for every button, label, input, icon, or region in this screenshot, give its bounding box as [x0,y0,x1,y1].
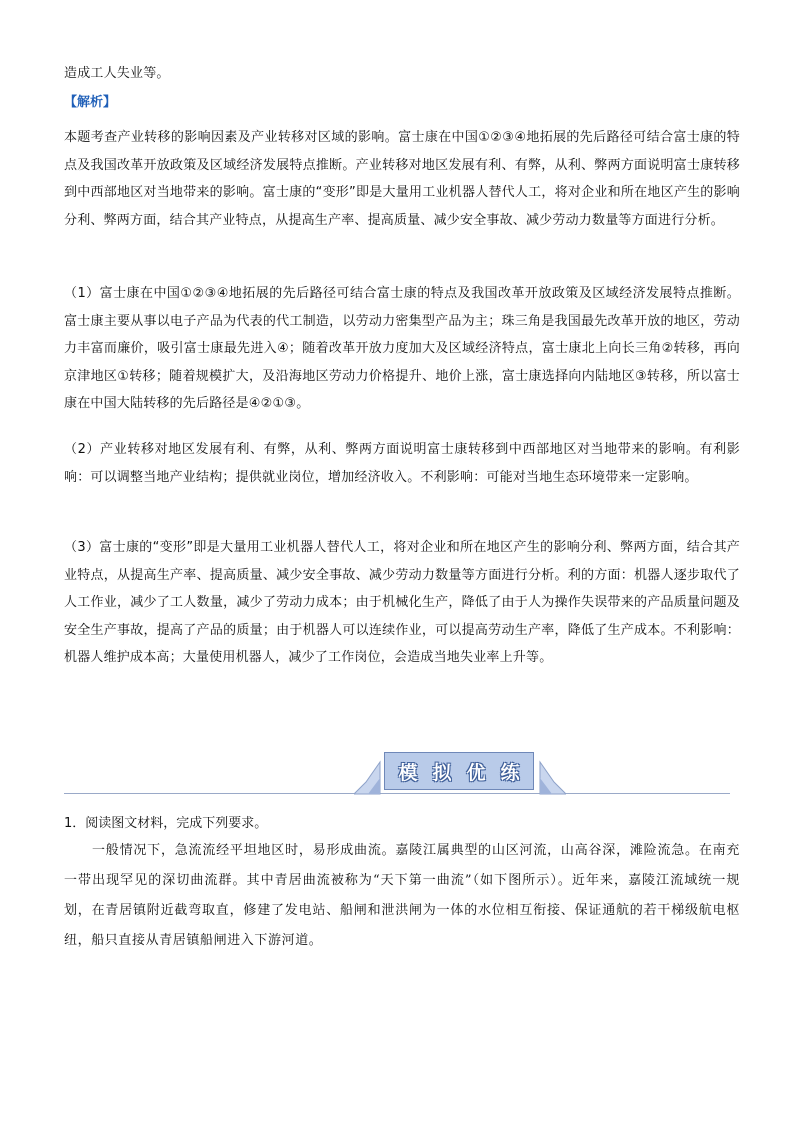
banner-title-box [384,752,534,790]
question-material: 一般情况下，急流流经平坦地区时，易形成曲流。嘉陵江属典型的山区河流，山高谷深，滩险流急。在南充一带出现罕见的深切曲流群。其中青居曲流被称为“天下第一曲流”（如下图所示）。近年来，嘉陵江流域统一规划，在青居镇附近截弯取直，修建了发电站、船闸和泄洪闸为一体的水位相互衔接、保证通航的若干梯级航电枢纽，船只直接从青居镇船闸进入下游河道。 [64,843,740,948]
analysis-label: 【解析】 [64,95,117,110]
banner-char-1: 模 [398,761,418,784]
section-banner [64,748,730,804]
answer-continuation: 造成工人失业等。 [64,66,170,81]
analysis-part-2: （2）产业转移对地区发展有利、有弊，从利、弊两方面说明富士康转移到中西部地区对当地带来的影响。有利影响：可以调整当地产业结构；提供就业岗位，增加经济收入。不利影响：可能对当地生态环境带来一定影响。 [64,442,740,485]
analysis-intro: 本题考查产业转移的影响因素及产业转移对区域的影响。富士康在中国①②③④地拓展的先后路径可结合富士康的特点及我国改革开放政策及区域经济发展特点推断。产业转移对地区发展有利、有弊，从利、弊两方面说明富士康转移到中西部地区对当地带来的影响。富士康的“变形”即是大量用工业机器人替代人工，将对企业和所在地区产生的影响分利、弊两方面，结合其产业特点，从提高生产率、提高质量、减少安全事故、减少劳动力数量等方面进行分析。 [64,130,740,228]
analysis-part-1: （1）富士康在中国①②③④地拓展的先后路径可结合富士康的特点及我国改革开放政策及区域经济发展特点推断。富士康主要从事以电子产品为代表的代工制造，以劳动力密集型产品为主；珠三角是我国最先改革开放的地区，劳动力丰富而廉价，吸引富士康最先进入④；随着改革开放力度加大及区域经济特点，富士康北上向长三角②转移，再向京津地区①转移；随着规模扩大，及沿海地区劳动力价格提升、地价上涨，富士康选择向内陆地区③转移，所以富士康在中国大陆转移的先后路径是④②①③。 [64,286,740,411]
question-prompt: 1．阅读图文材料，完成下列要求。 [64,816,268,831]
analysis-part-3: （3）富士康的“变形”即是大量用工业机器人替代人工，将对企业和所在地区产生的影响分利、弊两方面，结合其产业特点，从提高生产率、提高质量、减少安全事故、减少劳动力数量等方面进行分析。利的方面：机器人逐步取代了人工作业，减少了工人数量，减少了劳动力成本；由于机械化生产，降低了由于人为操作失误带来的产品质量问题及安全生产事故，提高了产品的质量；由于机器人可以连续作业，可以提高劳动生产率，降低了生产成本。不利影响：机器人维护成本高；大量使用机器人，减少了工作岗位，会造成当地失业率上升等。 [64,540,740,665]
banner-char-2: 拟 [432,761,452,784]
banner-char-4: 练 [500,761,520,784]
banner-char-3: 优 [466,761,486,784]
